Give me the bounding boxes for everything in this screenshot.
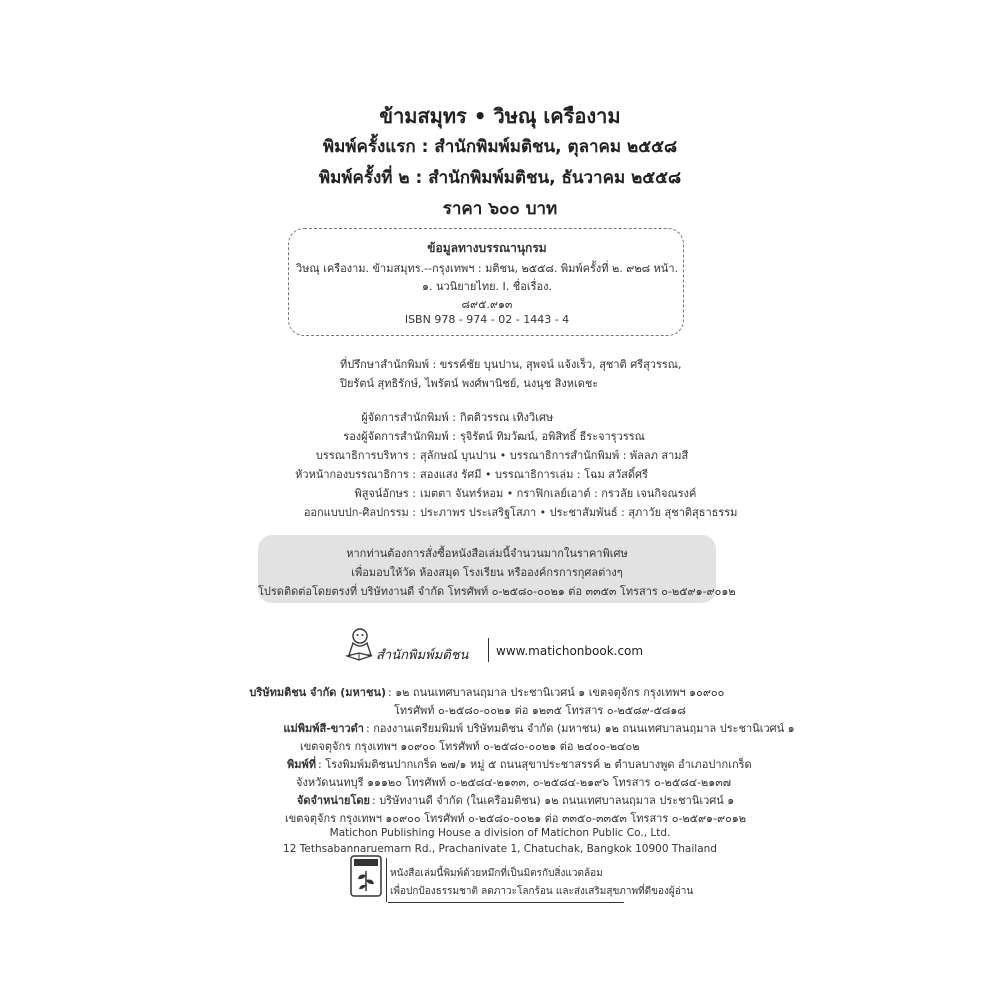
eco-divider — [386, 858, 387, 902]
staff-name: สองแสง รัศมี • บรรณาธิการเล่ม : โฉม สวัสดิ์ศรี — [420, 468, 648, 481]
eco-ink-icon — [350, 855, 382, 897]
english-company-address: 12 Tethsabannaruemarn Rd., Prachanivate 1, Chatuchak, Bangkok 10900 Thailand — [283, 843, 717, 855]
eco-line-2: เพื่อปกป้องธรรมชาติ ลดภาวะโลกร้อน และส่งเสริมสุขภาพที่ดีของผู้อ่าน — [390, 886, 694, 897]
cip-line-2: ๑. นวนิยายไทย. I. ชื่อเรื่อง. — [422, 280, 552, 293]
cip-box — [288, 228, 684, 336]
eco-underline — [388, 902, 624, 903]
company-text: เขตจตุจักร กรุงเทพฯ ๑๐๙๐๐ โทรศัพท์ ๐-๒๕๘๐-๐๐๒๑ ต่อ ๓๓๕๐-๓๓๕๓ โทรสาร ๐-๒๕๙๑-๙๐๑๒ — [285, 812, 747, 825]
company-text: : บริษัทงานดี จำกัด (ในเครือมติชน) ๑๒ ถนนเทศบาลนฤมาล ประชานิเวศน์ ๑ — [372, 794, 735, 807]
company-text: เขตจตุจักร กรุงเทพฯ ๑๐๙๐๐ โทรศัพท์ ๐-๒๕๘๐-๐๐๒๑ ต่อ ๒๔๐๐-๒๔๐๒ — [300, 740, 640, 753]
staff-role: ออกแบบปก-ศิลปกรรม : — [303, 506, 416, 519]
publisher-website[interactable]: www.matichonbook.com — [496, 644, 644, 658]
staff-name: กิตติวรรณ เทิงวิเศษ — [460, 411, 554, 424]
cip-line-3: ๘๙๕.๙๑๓ — [461, 298, 513, 311]
cip-line-1: วิษณุ เครืองาม. ข้ามสมุทร.--กรุงเทพฯ : มติชน, ๒๕๕๘. พิมพ์ครั้งที่ ๒. ๙๒๘ หน้า. — [295, 262, 678, 275]
company-label: บริษัทมติชน จำกัด (มหาชน) — [249, 686, 386, 699]
notice-line-2: เพื่อมอบให้วัด ห้องสมุด โรงเรียน หรือองค์กรการกุศลต่างๆ — [351, 566, 623, 579]
staff-name: ประภาพร ประเสริฐโสภา • ประชาสัมพันธ์ : สุภาวัย สุชาติสุธาธรรม — [420, 506, 738, 519]
staff-role: รองผู้จัดการสำนักพิมพ์ : — [343, 430, 456, 443]
advisors-line-1: ที่ปรึกษาสำนักพิมพ์ : ขรรค์ชัย บุนปาน, สุพจน์ แจ้งเร็ว, สุชาติ ศรีสุวรรณ, — [340, 358, 682, 371]
company-text: จังหวัดนนทบุรี ๑๑๑๒๐ โทรศัพท์ ๐-๒๕๘๔-๒๑๓๓, ๐-๒๕๘๔-๒๑๙๖ โทรสาร ๐-๒๕๘๔-๒๑๓๗ — [296, 776, 732, 789]
staff-role: บรรณาธิการบริหาร : — [315, 449, 416, 462]
staff-name: รุจิรัตน์ ทิมวัฒน์, อพิสิทธิ์ ธีระจารุวรรณ — [460, 430, 645, 443]
bulk-order-notice — [258, 535, 736, 603]
company-text: : ๑๒ ถนนเทศบาลนฤมาล ประชานิเวศน์ ๑ เขตจตุจักร กรุงเทพฯ ๑๐๙๐๐ — [388, 686, 725, 699]
company-text: : โรงพิมพ์มติชนปากเกร็ด ๒๗/๑ หมู่ ๕ ถนนสุขาประชาสรรค์ ๒ ตำบลบางพูด อำเภอปากเกร็ด — [318, 758, 752, 771]
cip-isbn: ISBN 978 - 974 - 02 - 1443 - 4 — [404, 313, 570, 326]
company-text: โทรศัพท์ ๐-๒๕๘๐-๐๐๒๑ ต่อ ๑๒๓๕ โทรสาร ๐-๒๕๘๙-๕๘๑๘ — [394, 704, 686, 717]
company-label: จัดจำหน่ายโดย — [296, 794, 370, 807]
company-label: พิมพ์ที่ — [286, 758, 316, 771]
book-title: ข้ามสมุทร • วิษณุ เครืองาม — [379, 104, 621, 128]
staff-name: สุลักษณ์ บุนปาน • บรรณาธิการสำนักพิมพ์ : พัลลภ สามสี — [420, 449, 689, 462]
first-printing: พิมพ์ครั้งแรก : สำนักพิมพ์มติชน, ตุลาคม ๒๕๕๘ — [322, 137, 678, 157]
company-label: แม่พิมพ์สี-ขาวดำ — [283, 722, 364, 735]
notice-line-1: หากท่านต้องการสั่งซื้อหนังสือเล่มนี้จำนวนมากในราคาพิเศษ — [346, 547, 628, 560]
notice-line-3: โปรดติดต่อโดยตรงที่ บริษัทงานดี จำกัด โทรศัพท์ ๐-๒๕๘๐-๐๐๒๑ ต่อ ๓๓๕๓ โทรสาร ๐-๒๕๙๑-๙๐๑๒ — [258, 585, 736, 598]
staff-role: หัวหน้ากองบรรณาธิการ : — [295, 468, 416, 481]
company-text: : กองงานเตรียมพิมพ์ บริษัทมติชน จำกัด (มหาชน) ๑๒ ถนนเทศบาลนฤมาล ประชานิเวศน์ ๑ — [366, 722, 795, 735]
staff-name: เมตตา จันทร์หอม • กราฟิกเลย์เอาต์ : กรวลัย เจนกิจณรงค์ — [420, 487, 697, 500]
publisher-logo-script: สำนักพิมพ์มติชน — [376, 648, 469, 663]
cip-heading: ข้อมูลทางบรรณานุกรม — [427, 241, 547, 255]
second-printing: พิมพ์ครั้งที่ ๒ : สำนักพิมพ์มติชน, ธันวาคม ๒๕๕๘ — [318, 168, 682, 188]
advisors-line-2: ปิยรัตน์ สุทธิรักษ์, ไพรัตน์ พงศ์พานิชย์, นงนุช สิงหเดชะ — [340, 377, 599, 390]
staff-role: พิสูจน์อักษร : — [354, 487, 416, 500]
logo-divider — [488, 638, 489, 662]
staff-role: ผู้จัดการสำนักพิมพ์ : — [361, 411, 456, 424]
eco-line-1: หนังสือเล่มนี้พิมพ์ด้วยหมึกที่เป็นมิตรกับสิ่งแวดล้อม — [390, 868, 603, 879]
english-company-name: Matichon Publishing House a division of Matichon Public Co., Ltd. — [329, 827, 671, 839]
price: ราคา ๖๐๐ บาท — [442, 199, 558, 219]
